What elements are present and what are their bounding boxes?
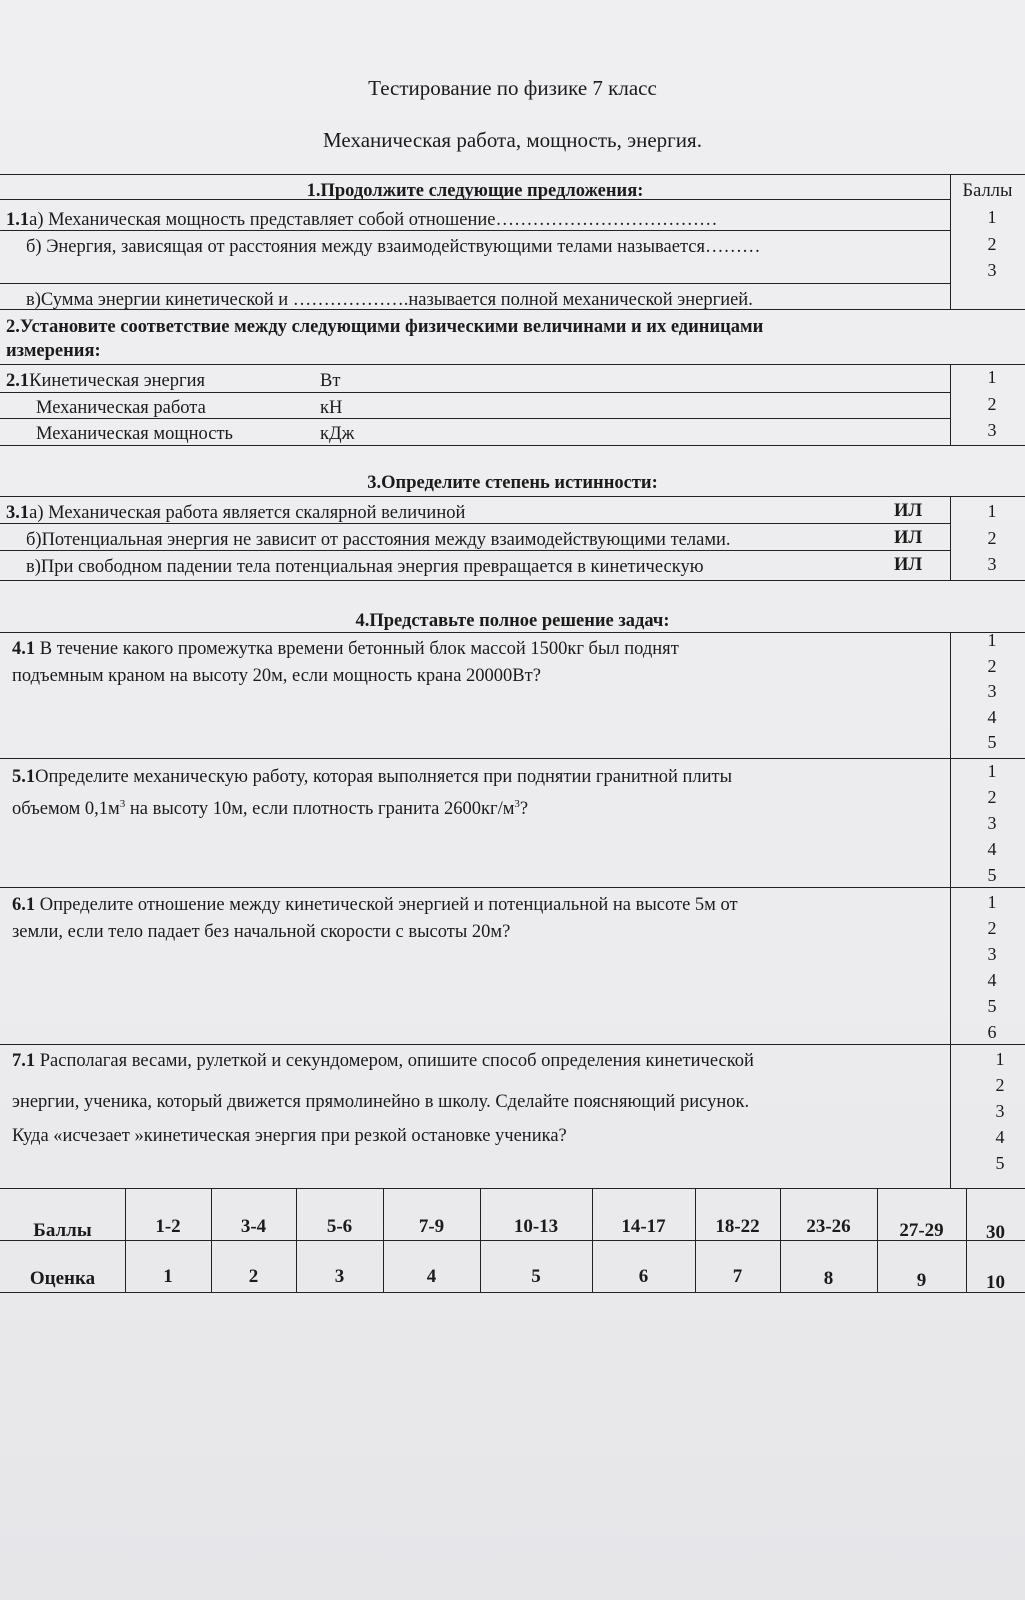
page-title: Тестирование по физике 7 класс	[368, 76, 657, 100]
points-task-7-1: 1 2 3 4 5	[995, 1049, 1005, 1173]
quantity-row: Механическая мощность	[36, 424, 233, 444]
item-3-1c: в)При свободном падении тела потенциальная энергия превращается в кинетическую	[26, 557, 704, 577]
task-5-1: 5.1Определите механическую работу, которая выполняется при поднятии гранитной плиты	[12, 767, 733, 787]
grade-value: 7	[732, 1266, 743, 1287]
table-border	[0, 758, 1025, 759]
table-border	[0, 632, 1025, 633]
page-subtitle: Механическая работа, мощность, энергия.	[323, 128, 702, 152]
points-task-5-1: 1 2 3 4 5	[987, 761, 997, 885]
score-header: Баллы	[962, 181, 1013, 201]
grade-value: 4	[426, 1266, 437, 1287]
grade-value: 10	[986, 1272, 1005, 1293]
grading-row-label-grades: Оценка	[29, 1268, 96, 1289]
section-3-heading: 3.Определите степень истинности:	[367, 473, 658, 493]
task-4-1: 4.1 В течение какого промежутка времени бетонный блок массой 1500кг был поднят	[12, 639, 679, 659]
task-6-1: 6.1 Определите отношение между кинетической энергией и потенциальной на высоте 5м от	[12, 895, 738, 915]
score-range: 10-13	[513, 1216, 559, 1237]
task-5-1-line2: объемом $0,1м^3$ на высоту 10м, если плотность гранита $2600кг/м^3$?	[12, 798, 529, 820]
score-range: 18-22	[715, 1216, 760, 1237]
table-border	[0, 496, 1025, 497]
table-border	[0, 1044, 1025, 1045]
points-task-4-1: 1 2 3 4 5	[987, 630, 997, 752]
table-border	[0, 445, 1025, 446]
table-border	[0, 364, 1025, 365]
table-border	[0, 1188, 1025, 1189]
score-range: 27-29	[899, 1220, 944, 1241]
score-range: 14-17	[621, 1216, 666, 1237]
table-border	[0, 392, 950, 393]
score-column-line	[950, 364, 951, 445]
grade-value: 5	[531, 1266, 541, 1287]
task-7-1-line3: Куда «исчезает »кинетическая энергия при резкой остановке ученика?	[12, 1126, 567, 1146]
grade-value: 1	[163, 1266, 173, 1287]
grade-value: 2	[248, 1266, 259, 1287]
unit-label: кДж	[320, 424, 355, 444]
task-7-1: 7.1 Располагая весами, рулеткой и секундомером, опишите способ определения кинетической	[12, 1051, 754, 1071]
points-task-6-1: 1 2 3 4 5 6	[987, 892, 997, 1042]
task-6-1-line2: земли, если тело падает без начальной скорости с высоты 20м?	[12, 922, 511, 942]
true-false-mark: ИЛ	[894, 528, 923, 548]
section-2-heading-cont: измерения:	[6, 341, 101, 361]
score-range: 30	[986, 1222, 1005, 1243]
section-2-heading: 2.Установите соответствие между следующими физическими величинами и их единицами	[6, 317, 764, 337]
table-border	[0, 580, 1025, 581]
quantity-row: 2.1Кинетическая энергия	[6, 371, 206, 391]
item-1-1c: в)Сумма энергии кинетической и ……………….называется полной механической энергией.	[26, 290, 753, 310]
true-false-mark: ИЛ	[894, 501, 923, 521]
table-border	[0, 887, 1025, 888]
unit-label: Вт	[320, 371, 341, 391]
grade-value: 9	[916, 1270, 927, 1291]
score-range: 7-9	[418, 1216, 445, 1237]
grading-border	[0, 1240, 1025, 1241]
unit-label: кН	[320, 398, 343, 418]
grading-border	[0, 1292, 1025, 1293]
item-3-1a: 3.1а) Механическая работа является скалярной величиной	[6, 503, 466, 523]
true-false-mark: ИЛ	[894, 555, 923, 575]
grade-value: 3	[334, 1266, 345, 1287]
item-3-1b: б)Потенциальная энергия не зависит от расстояния между взаимодействующими телами.	[26, 530, 731, 550]
grading-row-label-scores: Баллы	[33, 1220, 92, 1241]
score-range: 5-6	[326, 1216, 353, 1237]
task-7-1-line2: энергии, ученика, который движется прямолинейно в школу. Сделайте поясняющий рисунок.	[12, 1092, 750, 1112]
section-4-heading: 4.Представьте полное решение задач:	[355, 611, 670, 631]
score-range: 3-4	[240, 1216, 267, 1237]
task-4-1-line2: подъемным краном на высоту 20м, если мощность крана 20000Вт?	[12, 666, 541, 686]
quantity-row: Механическая работа	[36, 398, 206, 418]
item-1-1a: 1.1а) Механическая мощность представляет собой отношение………………………………	[6, 210, 718, 230]
grade-value: 6	[638, 1266, 649, 1287]
score-column-line	[950, 496, 951, 580]
points-section-3: 1 2 3	[987, 501, 997, 574]
score-range: 23-26	[806, 1216, 851, 1237]
points-section-2: 1 2 3	[987, 367, 997, 440]
grade-value: 8	[823, 1268, 834, 1289]
points-section-1: 1 2 3	[987, 207, 997, 280]
item-1-1b: б) Энергия, зависящая от расстояния между взаимодействующими телами называется………	[26, 237, 761, 257]
table-border	[0, 174, 1025, 175]
score-range: 1-2	[155, 1216, 181, 1237]
table-border	[0, 283, 950, 284]
score-column-line	[950, 632, 951, 1188]
section-1-heading: 1.Продолжите следующие предложения:	[306, 181, 644, 201]
